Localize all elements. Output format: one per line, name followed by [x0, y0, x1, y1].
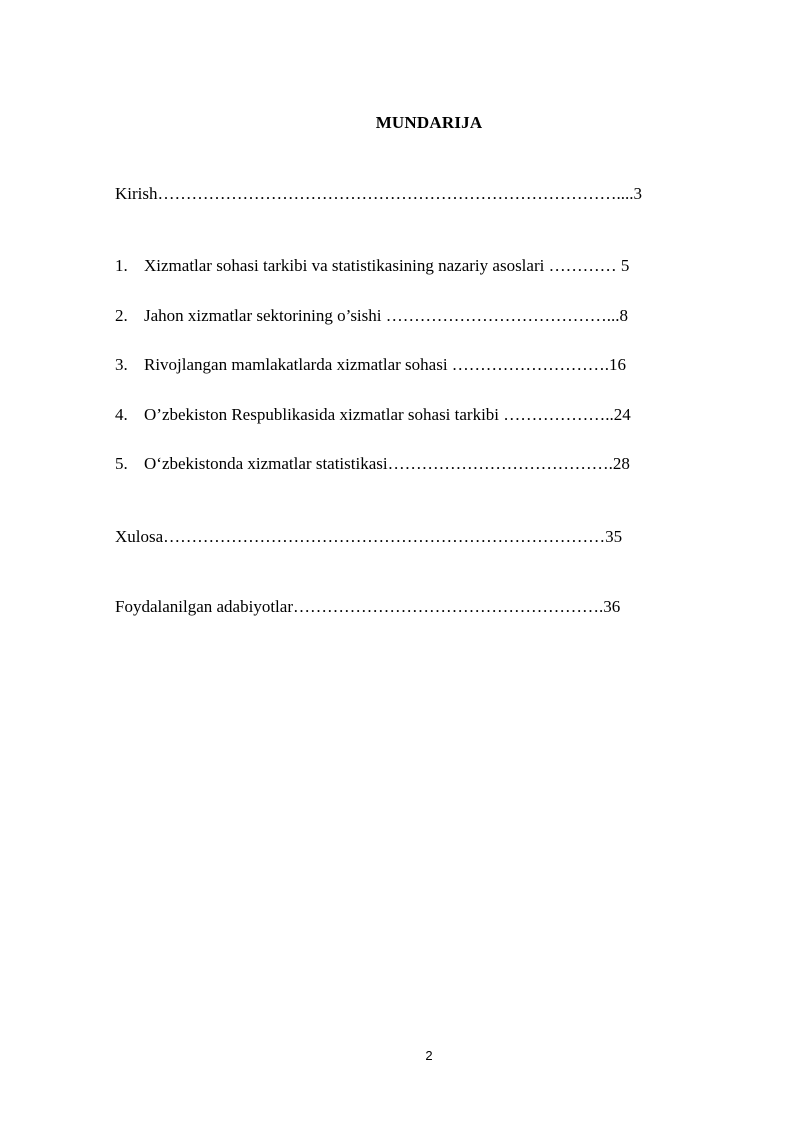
page-number: 2	[425, 1048, 433, 1063]
toc-entry-text: O‘zbekistonda xizmatlar statistikasi………………………………….28	[144, 454, 630, 473]
toc-entry-text: Rivojlangan mamlakatlarda xizmatlar sohasi ……………………….16	[144, 355, 627, 374]
toc-entry-number: 1.	[115, 256, 128, 275]
toc-entry-number: 2.	[115, 306, 128, 325]
toc-entry-adabiyotlar	[115, 597, 620, 617]
toc-entry-5	[115, 454, 630, 474]
toc-entry-text: Xizmatlar sohasi tarkibi va statistikasining nazariy asoslari ………… 5	[144, 256, 630, 275]
toc-entry-text: Kirish………………………………………………………………………....3	[115, 184, 642, 203]
toc-entry-text: Foydalanilgan adabiyotlar……………………………………………….36	[115, 597, 621, 616]
toc-entry-kirish	[115, 184, 642, 204]
toc-entry-number: 4.	[115, 405, 128, 424]
toc-entry-2	[115, 306, 628, 326]
toc-entry-text: O’zbekiston Respublikasida xizmatlar sohasi tarkibi ………………..24	[144, 405, 631, 424]
toc-entry-number: 5.	[115, 454, 128, 473]
toc-entry-4	[115, 405, 631, 425]
toc-entry-text: Xulosa……………………………………………………………………35	[115, 527, 623, 546]
toc-entry-1	[115, 256, 629, 276]
document-title: MUNDARIJA	[375, 113, 483, 132]
toc-entry-3	[115, 355, 626, 375]
toc-entry-xulosa	[115, 527, 622, 547]
toc-entry-number: 3.	[115, 355, 128, 374]
toc-entry-text: Jahon xizmatlar sektorining o’sishi …………………………………...8	[144, 306, 628, 325]
